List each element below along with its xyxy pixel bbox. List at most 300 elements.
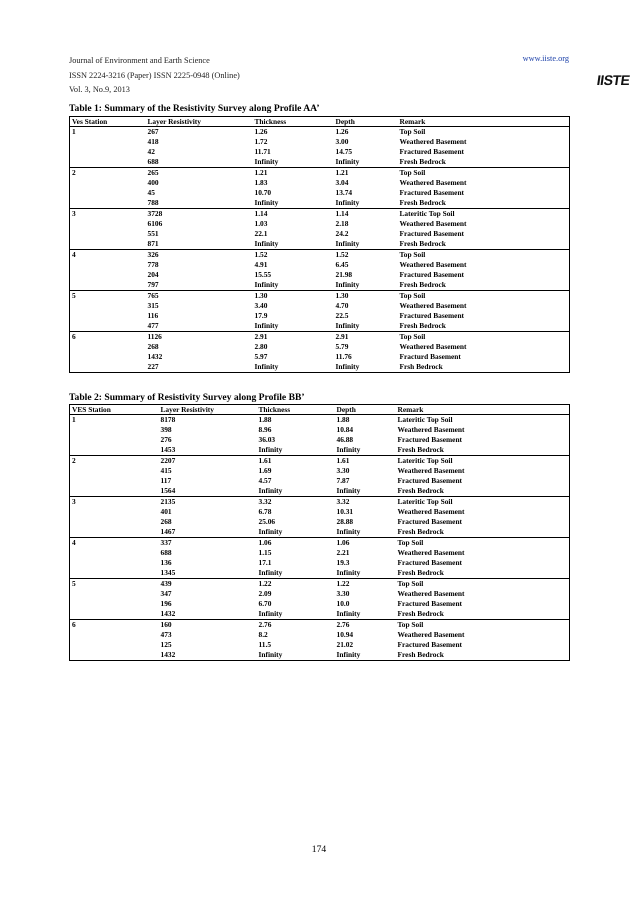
- resistivity-cell: 871: [146, 239, 253, 250]
- remark-cell: Top Soil: [399, 250, 426, 259]
- station-cell: [70, 188, 146, 198]
- station-cell: [70, 507, 159, 517]
- thickness-cell: Infinity: [257, 650, 335, 661]
- resistivity-cell: 196: [160, 599, 172, 608]
- thickness-cell: Infinity: [253, 198, 334, 209]
- remark-cell: Fresh Bedrock: [396, 527, 570, 538]
- remark-cell: Weathered Basement: [399, 219, 467, 228]
- table-row: [70, 219, 570, 229]
- table-row: [70, 127, 570, 138]
- resistivity-cell: 117: [160, 476, 172, 485]
- table-row: [70, 229, 570, 239]
- table2: [69, 404, 570, 661]
- remark-cell: Fresh Bedrock: [396, 486, 570, 497]
- depth-cell: 11.76: [335, 352, 352, 361]
- station-cell: [70, 527, 159, 538]
- depth-cell: Infinity: [334, 157, 398, 168]
- remark-cell: Fresh Bedrock: [396, 650, 570, 661]
- table-row: [70, 280, 570, 291]
- thickness-cell: 10.70: [254, 188, 272, 197]
- remark-cell: Lateritic Top Soil: [397, 415, 453, 424]
- station-cell: [70, 147, 146, 157]
- thickness-cell: Infinity: [257, 445, 335, 456]
- thickness-cell: 1.15: [258, 548, 272, 557]
- remark-cell: Weathered Basement: [397, 548, 465, 557]
- column-header: Remark: [396, 405, 570, 415]
- table-row: [70, 188, 570, 198]
- thickness-cell: Infinity: [253, 321, 334, 332]
- resistivity-cell: 788: [146, 198, 253, 209]
- table-row: [70, 579, 570, 590]
- resistivity-cell: 1345: [159, 568, 257, 579]
- thickness-cell: Infinity: [253, 362, 334, 373]
- remark-cell: Fractured Basement: [399, 147, 465, 156]
- depth-cell: 1.52: [335, 250, 349, 259]
- remark-cell: Fracturd Basement: [399, 352, 461, 361]
- resistivity-cell: 268: [160, 517, 172, 526]
- station-cell: [70, 178, 146, 188]
- table-row: [70, 527, 570, 538]
- station-cell: [70, 229, 146, 239]
- table-row: [70, 260, 570, 270]
- table-row: [70, 568, 570, 579]
- table-header-row: [70, 405, 570, 415]
- remark-cell: Fresh Bedrock: [396, 609, 570, 620]
- depth-cell: Infinity: [335, 527, 396, 538]
- thickness-cell: Infinity: [253, 280, 334, 291]
- thickness-cell: 25.06: [258, 517, 276, 526]
- table-row: [70, 168, 570, 179]
- station-cell: 6: [72, 620, 76, 629]
- remark-cell: Weathered Basement: [397, 466, 465, 475]
- remark-cell: Top Soil: [399, 332, 426, 341]
- remark-cell: Lateritic Top Soil: [399, 209, 455, 218]
- remark-cell: Weathered Basement: [397, 630, 465, 639]
- table-row: [70, 178, 570, 188]
- station-cell: [70, 486, 159, 497]
- remark-cell: Weathered Basement: [399, 342, 467, 351]
- thickness-cell: 36.03: [258, 435, 276, 444]
- table-row: [70, 362, 570, 373]
- resistivity-cell: 765: [147, 291, 159, 300]
- column-header: Layer Resistivity: [159, 405, 257, 415]
- table-row: [70, 209, 570, 220]
- thickness-cell: 15.55: [254, 270, 272, 279]
- table1: [69, 116, 570, 373]
- resistivity-cell: 1432: [159, 609, 257, 620]
- depth-cell: 4.70: [335, 301, 349, 310]
- resistivity-cell: 204: [147, 270, 159, 279]
- station-cell: [70, 425, 159, 435]
- station-cell: [70, 568, 159, 579]
- table-row: [70, 456, 570, 467]
- column-header: Depth: [334, 117, 398, 127]
- remark-cell: Fresh Bedrock: [398, 239, 570, 250]
- depth-cell: 21.98: [335, 270, 353, 279]
- remark-cell: Fractured Basement: [397, 640, 463, 649]
- thickness-cell: 1.21: [254, 168, 268, 177]
- station-cell: [70, 630, 159, 640]
- page-header: [69, 54, 569, 98]
- remark-cell: Top Soil: [399, 127, 426, 136]
- table-row: [70, 250, 570, 261]
- remark-cell: Top Soil: [397, 579, 424, 588]
- table-row: [70, 517, 570, 527]
- station-cell: [70, 609, 159, 620]
- table-row: [70, 630, 570, 640]
- depth-cell: Infinity: [335, 445, 396, 456]
- table-row: [70, 445, 570, 456]
- resistivity-cell: 125: [160, 640, 172, 649]
- depth-cell: Infinity: [335, 609, 396, 620]
- table-row: [70, 352, 570, 362]
- station-cell: [70, 260, 146, 270]
- resistivity-cell: 415: [160, 466, 172, 475]
- thickness-cell: 4.57: [258, 476, 272, 485]
- column-header: Depth: [335, 405, 396, 415]
- remark-cell: Fresh Bedrock: [396, 445, 570, 456]
- resistivity-cell: 797: [146, 280, 253, 291]
- thickness-cell: 1.69: [258, 466, 272, 475]
- table-row: [70, 157, 570, 168]
- table-row: [70, 507, 570, 517]
- station-cell: 5: [72, 579, 76, 588]
- station-cell: [70, 548, 159, 558]
- table-row: [70, 137, 570, 147]
- remark-cell: Fractured Basement: [397, 476, 463, 485]
- resistivity-cell: 347: [160, 589, 172, 598]
- thickness-cell: 1.14: [254, 209, 268, 218]
- table-row: [70, 415, 570, 426]
- remark-cell: Fractured Basement: [399, 229, 465, 238]
- table-row: [70, 620, 570, 631]
- depth-cell: Infinity: [334, 239, 398, 250]
- station-cell: [70, 321, 146, 332]
- station-cell: [70, 589, 159, 599]
- thickness-cell: 1.06: [258, 538, 272, 547]
- remark-cell: Fresh Bedrock: [398, 280, 570, 291]
- depth-cell: 22.5: [335, 311, 349, 320]
- thickness-cell: 6.78: [258, 507, 272, 516]
- station-cell: [70, 599, 159, 609]
- station-cell: [70, 219, 146, 229]
- resistivity-cell: 116: [147, 311, 159, 320]
- resistivity-cell: 8178: [160, 415, 176, 424]
- table-row: [70, 321, 570, 332]
- depth-cell: 21.02: [336, 640, 354, 649]
- depth-cell: 2.21: [336, 548, 350, 557]
- remark-cell: Top Soil: [399, 291, 426, 300]
- table-row: [70, 466, 570, 476]
- thickness-cell: 2.76: [258, 620, 272, 629]
- thickness-cell: 11.5: [258, 640, 272, 649]
- resistivity-cell: 1467: [159, 527, 257, 538]
- table-row: [70, 640, 570, 650]
- depth-cell: 2.18: [335, 219, 349, 228]
- resistivity-cell: 688: [146, 157, 253, 168]
- depth-cell: 2.91: [335, 332, 349, 341]
- table-row: [70, 332, 570, 343]
- resistivity-cell: 42: [147, 147, 155, 156]
- table-row: [70, 198, 570, 209]
- thickness-cell: Infinity: [253, 239, 334, 250]
- depth-cell: 28.88: [336, 517, 354, 526]
- depth-cell: 46.88: [336, 435, 354, 444]
- depth-cell: 3.30: [336, 466, 350, 475]
- thickness-cell: 3.32: [258, 497, 272, 506]
- table-row: [70, 609, 570, 620]
- table-row: [70, 270, 570, 280]
- journal-url-link[interactable]: www.iiste.org: [522, 54, 569, 63]
- column-header: Layer Resistivity: [146, 117, 253, 127]
- thickness-cell: 2.91: [254, 332, 268, 341]
- thickness-cell: 1.22: [258, 579, 272, 588]
- depth-cell: 13.74: [335, 188, 353, 197]
- remark-cell: Frsh Bedrock: [398, 362, 570, 373]
- resistivity-cell: 418: [147, 137, 159, 146]
- depth-cell: 1.14: [335, 209, 349, 218]
- station-cell: 1: [72, 415, 76, 424]
- depth-cell: 10.84: [336, 425, 354, 434]
- table-row: [70, 497, 570, 508]
- remark-cell: Fractured Basement: [397, 435, 463, 444]
- depth-cell: 10.94: [336, 630, 354, 639]
- thickness-cell: 8.96: [258, 425, 272, 434]
- volume-line: Vol. 3, No.9, 2013: [69, 85, 130, 94]
- resistivity-cell: 3728: [147, 209, 163, 218]
- remark-cell: Top Soil: [399, 168, 426, 177]
- thickness-cell: 5.97: [254, 352, 268, 361]
- remark-cell: Lateritic Top Soil: [397, 456, 453, 465]
- depth-cell: 6.45: [335, 260, 349, 269]
- resistivity-cell: 2207: [160, 456, 176, 465]
- resistivity-cell: 268: [147, 342, 159, 351]
- station-cell: [70, 270, 146, 280]
- resistivity-cell: 276: [160, 435, 172, 444]
- resistivity-cell: 688: [160, 548, 172, 557]
- table-row: [70, 301, 570, 311]
- depth-cell: 1.88: [336, 415, 350, 424]
- column-header: Thickness: [257, 405, 335, 415]
- remark-cell: Fractured Basement: [397, 517, 463, 526]
- thickness-cell: 1.72: [254, 137, 268, 146]
- table-row: [70, 425, 570, 435]
- resistivity-cell: 1432: [147, 352, 163, 361]
- thickness-cell: 1.83: [254, 178, 268, 187]
- remark-cell: Top Soil: [397, 620, 424, 629]
- table-row: [70, 548, 570, 558]
- station-cell: [70, 650, 159, 661]
- thickness-cell: 2.80: [254, 342, 268, 351]
- resistivity-cell: 227: [146, 362, 253, 373]
- thickness-cell: 1.26: [254, 127, 268, 136]
- depth-cell: 24.2: [335, 229, 349, 238]
- remark-cell: Fractured Basement: [397, 558, 463, 567]
- resistivity-cell: 265: [147, 168, 159, 177]
- station-cell: [70, 239, 146, 250]
- remark-cell: Fractured Basement: [397, 599, 463, 608]
- depth-cell: 1.30: [335, 291, 349, 300]
- station-cell: [70, 466, 159, 476]
- remark-cell: Weathered Basement: [399, 260, 467, 269]
- depth-cell: 1.06: [336, 538, 350, 547]
- depth-cell: Infinity: [335, 486, 396, 497]
- remark-cell: Fresh Bedrock: [398, 321, 570, 332]
- depth-cell: Infinity: [334, 280, 398, 291]
- thickness-cell: 1.61: [258, 456, 272, 465]
- resistivity-cell: 326: [147, 250, 159, 259]
- depth-cell: 5.79: [335, 342, 349, 351]
- station-cell: [70, 137, 146, 147]
- thickness-cell: 17.1: [258, 558, 272, 567]
- thickness-cell: Infinity: [253, 157, 334, 168]
- resistivity-cell: 267: [147, 127, 159, 136]
- depth-cell: 10.0: [336, 599, 350, 608]
- station-cell: [70, 342, 146, 352]
- station-cell: [70, 301, 146, 311]
- thickness-cell: Infinity: [257, 486, 335, 497]
- remark-cell: Weathered Basement: [397, 589, 465, 598]
- table-row: [70, 239, 570, 250]
- station-cell: [70, 311, 146, 321]
- remark-cell: Fresh Bedrock: [398, 198, 570, 209]
- remark-cell: Weathered Basement: [399, 178, 467, 187]
- resistivity-cell: 1564: [159, 486, 257, 497]
- table-header-row: [70, 117, 570, 127]
- station-cell: [70, 157, 146, 168]
- station-cell: 4: [72, 538, 76, 547]
- table-row: [70, 558, 570, 568]
- depth-cell: 1.22: [336, 579, 350, 588]
- table-row: [70, 147, 570, 157]
- table-row: [70, 486, 570, 497]
- resistivity-cell: 45: [147, 188, 155, 197]
- table-row: [70, 650, 570, 661]
- depth-cell: Infinity: [334, 321, 398, 332]
- resistivity-cell: 1126: [147, 332, 162, 341]
- thickness-cell: Infinity: [257, 527, 335, 538]
- depth-cell: Infinity: [334, 362, 398, 373]
- station-cell: 3: [72, 209, 76, 218]
- depth-cell: 10.31: [336, 507, 354, 516]
- station-cell: [70, 445, 159, 456]
- table-row: [70, 435, 570, 445]
- depth-cell: 3.30: [336, 589, 350, 598]
- station-cell: 5: [72, 291, 76, 300]
- resistivity-cell: 398: [160, 425, 172, 434]
- station-cell: 2: [72, 168, 76, 177]
- thickness-cell: 2.09: [258, 589, 272, 598]
- table-row: [70, 311, 570, 321]
- station-cell: [70, 198, 146, 209]
- thickness-cell: 22.1: [254, 229, 268, 238]
- resistivity-cell: 778: [147, 260, 159, 269]
- remark-cell: Weathered Basement: [399, 137, 467, 146]
- resistivity-cell: 401: [160, 507, 172, 516]
- station-cell: [70, 352, 146, 362]
- column-header: VES Station: [70, 405, 159, 415]
- resistivity-cell: 439: [160, 579, 172, 588]
- resistivity-cell: 136: [160, 558, 172, 567]
- depth-cell: 7.87: [336, 476, 350, 485]
- depth-cell: 1.21: [335, 168, 349, 177]
- issn-line: ISSN 2224-3216 (Paper) ISSN 2225-0948 (Online): [69, 70, 240, 80]
- thickness-cell: 1.30: [254, 291, 268, 300]
- table1-caption: Table 1: Summary of the Resistivity Survey along Profile AA’: [69, 103, 320, 114]
- table2-caption: Table 2: Summary of Resistivity Survey along Profile BB’: [69, 392, 305, 403]
- iiste-logo: IISTE: [596, 72, 632, 88]
- table-row: [70, 589, 570, 599]
- depth-cell: 14.75: [335, 147, 353, 156]
- thickness-cell: Infinity: [257, 568, 335, 579]
- table-row: [70, 476, 570, 486]
- thickness-cell: Infinity: [257, 609, 335, 620]
- column-header: Remark: [398, 117, 570, 127]
- thickness-cell: 1.52: [254, 250, 268, 259]
- table-row: [70, 599, 570, 609]
- station-cell: [70, 280, 146, 291]
- resistivity-cell: 1453: [159, 445, 257, 456]
- thickness-cell: 4.91: [254, 260, 268, 269]
- resistivity-cell: 6106: [147, 219, 163, 228]
- remark-cell: Fractured Basement: [399, 270, 465, 279]
- remark-cell: Weathered Basement: [397, 507, 465, 516]
- station-cell: [70, 435, 159, 445]
- depth-cell: 19.3: [336, 558, 350, 567]
- station-cell: 3: [72, 497, 76, 506]
- resistivity-cell: 473: [160, 630, 172, 639]
- table-row: [70, 538, 570, 549]
- remark-cell: Fractured Basement: [399, 188, 465, 197]
- depth-cell: 1.61: [336, 456, 350, 465]
- station-cell: [70, 476, 159, 486]
- thickness-cell: 17.9: [254, 311, 268, 320]
- station-cell: [70, 558, 159, 568]
- resistivity-cell: 160: [160, 620, 172, 629]
- remark-cell: Fractured Basement: [399, 311, 465, 320]
- page-number: 174: [311, 844, 327, 855]
- thickness-cell: 8.2: [258, 630, 268, 639]
- depth-cell: 2.76: [336, 620, 350, 629]
- resistivity-cell: 1432: [159, 650, 257, 661]
- thickness-cell: 6.70: [258, 599, 272, 608]
- resistivity-cell: 551: [147, 229, 159, 238]
- thickness-cell: 1.88: [258, 415, 272, 424]
- depth-cell: 3.04: [335, 178, 349, 187]
- resistivity-cell: 337: [160, 538, 172, 547]
- remark-cell: Top Soil: [397, 538, 424, 547]
- station-cell: 2: [72, 456, 76, 465]
- station-cell: [70, 517, 159, 527]
- station-cell: 4: [72, 250, 76, 259]
- resistivity-cell: 315: [147, 301, 159, 310]
- thickness-cell: 1.03: [254, 219, 268, 228]
- column-header: Thickness: [253, 117, 334, 127]
- depth-cell: 1.26: [335, 127, 349, 136]
- remark-cell: Weathered Basement: [397, 425, 465, 434]
- remark-cell: Lateritic Top Soil: [397, 497, 453, 506]
- station-cell: [70, 640, 159, 650]
- depth-cell: 3.32: [336, 497, 350, 506]
- thickness-cell: 11.71: [254, 147, 271, 156]
- depth-cell: Infinity: [335, 568, 396, 579]
- thickness-cell: 3.40: [254, 301, 268, 310]
- table-row: [70, 342, 570, 352]
- station-cell: 6: [72, 332, 76, 341]
- resistivity-cell: 2135: [160, 497, 176, 506]
- remark-cell: Weathered Basement: [399, 301, 467, 310]
- journal-name: Journal of Environment and Earth Science: [69, 56, 210, 65]
